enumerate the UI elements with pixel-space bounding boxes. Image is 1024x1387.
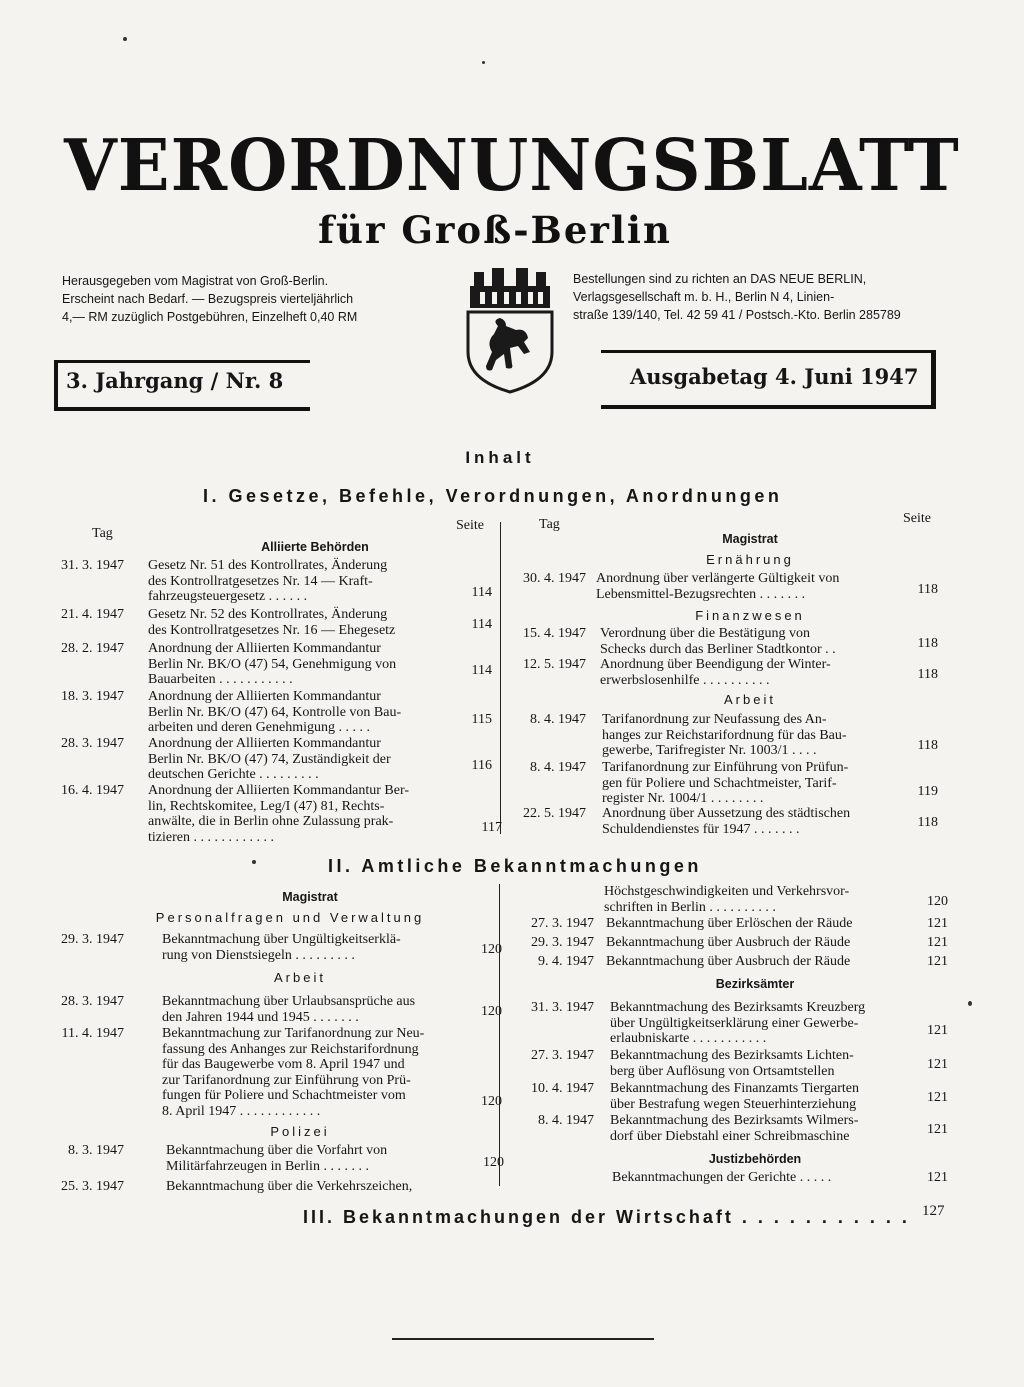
entry-text: Anordnung über verlängerte Gültigkeit von: [596, 571, 840, 586]
entry-page: 116: [471, 758, 492, 773]
entry-page: 121: [927, 935, 948, 950]
entry-text: fungen für Poliere und Schachtmeister vom: [162, 1088, 406, 1103]
entry-text: register Nr. 1004/1 . . . . . . . .: [602, 791, 764, 806]
entry-page: 114: [471, 617, 492, 632]
entry-text: Anordnung über Aussetzung des städtischen: [602, 806, 851, 821]
subgroup-heading: Personalfragen und Verwaltung: [155, 910, 425, 925]
entry-date: 27. 3. 1947: [531, 1048, 594, 1063]
entry-page: 121: [927, 1090, 948, 1105]
entry-text: Bekanntmachung des Bezirksamts Kreuzberg: [610, 1000, 866, 1015]
entry-text: Bekanntmachung zur Tarifanordnung zur Neu-: [162, 1026, 425, 1041]
entry-text: Anordnung der Alliierten Kommandantur: [148, 641, 381, 656]
toc-title: Inhalt: [465, 448, 535, 467]
masthead-title: VERORDNUNGSBLATT: [64, 124, 960, 208]
entry-text: Tarifanordnung zur Neufassung des An-: [602, 712, 827, 727]
column-header-tag: Tag: [539, 517, 560, 532]
entry-page: 118: [917, 582, 938, 597]
entry-text: erlaubniskarte . . . . . . . . . . .: [610, 1031, 767, 1046]
entry-page: 120: [481, 1094, 502, 1109]
scan-speck: [482, 61, 485, 64]
entry-date: 31. 3. 1947: [61, 558, 124, 573]
order-line: straße 139/140, Tel. 42 59 41 / Postsch.-Kto. Berlin 285789: [573, 308, 901, 322]
entry-date: 28. 3. 1947: [61, 736, 124, 751]
group-heading: Magistrat: [282, 890, 338, 904]
entry-text: Bekanntmachung über die Verkehrszeichen,: [166, 1179, 413, 1194]
entry-text: Bekanntmachung über Urlaubsansprüche aus: [162, 994, 416, 1009]
entry-page: 120: [927, 894, 948, 909]
entry-text: tizieren . . . . . . . . . . . .: [148, 829, 274, 845]
scan-speck: [252, 860, 256, 864]
entry-text: fahrzeugsteuergesetz . . . . . .: [148, 589, 308, 604]
subgroup-heading: Finanzwesen: [695, 608, 805, 623]
issue-date: Ausgabetag 4. Juni 1947: [630, 364, 919, 389]
entry-text: zur Tarifanordnung zur Einführung von Prü-: [162, 1072, 411, 1088]
entry-page: 120: [481, 1004, 502, 1019]
column-header-tag: Tag: [92, 526, 113, 541]
entry-text: den Jahren 1944 und 1945 . . . . . . .: [162, 1009, 359, 1025]
entry-text: Berlin Nr. BK/O (47) 54, Genehmigung von: [148, 656, 397, 672]
entry-text: Gesetz Nr. 51 des Kontrollrates, Änderung: [148, 558, 388, 573]
entry-date: 9. 4. 1947: [538, 954, 594, 969]
entry-page: 120: [481, 942, 502, 957]
entry-text: Bekanntmachung über Erlöschen der Räude: [606, 916, 853, 931]
entry-date: 10. 4. 1947: [531, 1081, 594, 1096]
subgroup-heading: Ernährung: [706, 552, 794, 567]
scan-speck: [968, 1001, 972, 1006]
section-heading-3: III. Bekanntmachungen der Wirtschaft . . . . . . . . . . .: [303, 1207, 910, 1227]
entry-page: 117: [481, 820, 502, 835]
group-heading: Justizbehörden: [708, 1152, 802, 1166]
entry-text: gen für Poliere und Schachtmeister, Tarif-: [602, 775, 837, 791]
publisher-line: Erscheint nach Bedarf. — Bezugspreis vierteljährlich: [62, 292, 354, 306]
column-header-seite: Seite: [456, 518, 484, 533]
entry-text: hanges zur Reichstarifordnung für das Bau-: [602, 727, 847, 743]
entry-text: Bekanntmachung über Ausbruch der Räude: [606, 935, 851, 950]
subgroup-heading: Polizei: [270, 1124, 330, 1139]
publisher-line: Herausgegeben vom Magistrat von Groß-Berlin.: [62, 274, 329, 288]
entry-text: des Kontrollratgesetzes Nr. 16 — Ehegesetz: [148, 622, 396, 638]
entry-text: Bekanntmachung über Ungültigkeitserklä-: [162, 932, 401, 947]
entry-text: Berlin Nr. BK/O (47) 74, Zuständigkeit der: [148, 751, 391, 767]
entry-text: lin, Rechtskomitee, Leg/I (47) 81, Rechts-: [148, 798, 385, 814]
entry-text: berg über Auflösung von Ortsamtstellen: [610, 1063, 835, 1079]
entry-text: Bekanntmachung über Ausbruch der Räude: [606, 954, 851, 969]
entry-text: über Ungültigkeitserklärung einer Gewerbe-: [610, 1015, 859, 1031]
entry-text: für das Baugewerbe vom 8. April 1947 und: [162, 1057, 405, 1072]
footer-rule: [392, 1338, 654, 1340]
order-line: Bestellungen sind zu richten an DAS NEUE BERLIN,: [573, 272, 867, 286]
entry-date: 27. 3. 1947: [531, 916, 594, 931]
entry-page: 114: [471, 585, 492, 600]
volume-number: 3. Jahrgang / Nr. 8: [66, 368, 284, 393]
entry-text: fassung des Anhanges zur Reichstarifordnung: [162, 1041, 419, 1057]
berlin-bear-crest-icon: [462, 268, 558, 394]
entry-date: 25. 3. 1947: [61, 1179, 124, 1194]
entry-text: des Kontrollratgesetzes Nr. 14 — Kraft-: [148, 573, 373, 589]
subgroup-heading: Arbeit: [274, 970, 326, 985]
entry-text: Schuldendienstes für 1947 . . . . . . .: [602, 821, 800, 837]
entry-date: 30. 4. 1947: [523, 571, 586, 586]
entry-page: 121: [927, 1057, 948, 1072]
entry-date: 8. 4. 1947: [538, 1113, 594, 1128]
entry-page: 121: [927, 1122, 948, 1137]
entry-text: gewerbe, Tarifregister Nr. 1003/1 . . . .: [602, 743, 817, 758]
entry-date: 15. 4. 1947: [523, 626, 586, 641]
entry-date: 22. 5. 1947: [523, 806, 586, 821]
subgroup-heading: Arbeit: [724, 692, 776, 707]
section-3-page: 127: [922, 1203, 945, 1219]
entry-date: 12. 5. 1947: [523, 657, 586, 672]
entry-date: 16. 4. 1947: [61, 783, 124, 798]
entry-text: erwerbslosenhilfe . . . . . . . . . .: [600, 672, 770, 688]
entry-page: 120: [483, 1155, 504, 1170]
order-info: [573, 270, 933, 324]
group-heading: Bezirksämter: [715, 977, 795, 991]
entry-page: 118: [917, 667, 938, 682]
publisher-line: 4,— RM zuzüglich Postgebühren, Einzelheft 0,40 RM: [62, 310, 358, 324]
publisher-info: [62, 272, 432, 326]
entry-text: Bekanntmachung über die Vorfahrt von: [166, 1143, 388, 1158]
entry-text: Lebensmittel-Bezugsrechten . . . . . . .: [596, 586, 806, 602]
entry-text: Bekanntmachung des Finanzamts Tiergarten: [610, 1081, 859, 1096]
entry-text: Schecks durch das Berliner Stadtkontor . .: [600, 641, 836, 657]
entry-date: 29. 3. 1947: [61, 932, 124, 947]
group-heading: Magistrat: [722, 532, 778, 546]
entry-text: arbeiten und deren Genehmigung . . . . .: [148, 720, 370, 735]
group-heading: Alliierte Behörden: [261, 540, 369, 554]
entry-text: über Bestrafung wegen Steuerhinterziehung: [610, 1096, 857, 1112]
section-heading-2: II. Amtliche Bekanntmachungen: [328, 856, 702, 876]
entry-date: 29. 3. 1947: [531, 935, 594, 950]
entry-text: Militärfahrzeugen in Berlin . . . . . . .: [166, 1158, 369, 1174]
section-heading-1: I. Gesetze, Befehle, Verordnungen, Anordnungen: [203, 486, 783, 506]
entry-page: 115: [471, 712, 492, 727]
entry-date: 8. 3. 1947: [68, 1143, 124, 1158]
entry-text: Anordnung der Alliierten Kommandantur: [148, 736, 381, 751]
entry-date: 28. 2. 1947: [61, 641, 124, 656]
entry-text: Anordnung über Beendigung der Winter-: [600, 657, 831, 672]
entry-page: 118: [917, 636, 938, 651]
entry-date: 8. 4. 1947: [530, 712, 586, 727]
entry-text: Höchstgeschwindigkeiten und Verkehrsvor-: [604, 884, 850, 899]
entry-page: 118: [917, 738, 938, 753]
entry-text: Gesetz Nr. 52 des Kontrollrates, Änderung: [148, 607, 388, 622]
column-header-seite: Seite: [903, 511, 931, 526]
entry-text: Bekanntmachung des Bezirksamts Lichten-: [610, 1048, 854, 1063]
entry-date: 28. 3. 1947: [61, 994, 124, 1009]
masthead-subtitle: für Groß-Berlin: [318, 208, 672, 252]
entry-page: 119: [917, 784, 938, 799]
entry-text: Tarifanordnung zur Einführung von Prüfun-: [602, 760, 849, 775]
entry-text: anwälte, die in Berlin ohne Zulassung prak-: [148, 814, 394, 829]
entry-text: schriften in Berlin . . . . . . . . . .: [604, 899, 776, 915]
entry-page: 118: [917, 815, 938, 830]
entry-text: Berlin Nr. BK/O (47) 64, Kontrolle von Bau-: [148, 704, 402, 720]
entry-date: 11. 4. 1947: [61, 1026, 124, 1041]
entry-text: rung von Dienstsiegeln . . . . . . . . .: [162, 947, 355, 963]
entry-page: 121: [927, 1170, 948, 1185]
entry-date: 21. 4. 1947: [61, 607, 124, 622]
entry-page: 121: [927, 916, 948, 931]
entry-page: 121: [927, 1023, 948, 1038]
entry-text: 8. April 1947 . . . . . . . . . . . .: [162, 1103, 321, 1119]
entry-date: 31. 3. 1947: [531, 1000, 594, 1015]
entry-page: 121: [927, 954, 948, 969]
entry-text: deutschen Gerichte . . . . . . . . .: [148, 767, 319, 782]
entry-text: Verordnung über die Bestätigung von: [600, 626, 810, 641]
entry-text: dorf über Diebstahl einer Schreibmaschine: [610, 1128, 850, 1144]
entry-page: 114: [471, 663, 492, 678]
entry-text: Anordnung der Alliierten Kommandantur: [148, 689, 381, 704]
entry-text: Bekanntmachungen der Gerichte . . . . .: [612, 1170, 832, 1185]
entry-date: 8. 4. 1947: [530, 760, 586, 775]
entry-date: 18. 3. 1947: [61, 689, 124, 704]
entry-text: Bauarbeiten . . . . . . . . . . .: [148, 672, 293, 687]
scan-speck: [123, 37, 127, 41]
entry-text: Anordnung der Alliierten Kommandantur Ber-: [148, 783, 409, 798]
column-divider: [500, 522, 501, 834]
order-line: Verlagsgesellschaft m. b. H., Berlin N 4, Linien-: [573, 290, 835, 304]
entry-text: Bekanntmachung des Bezirksamts Wilmers-: [610, 1113, 859, 1128]
